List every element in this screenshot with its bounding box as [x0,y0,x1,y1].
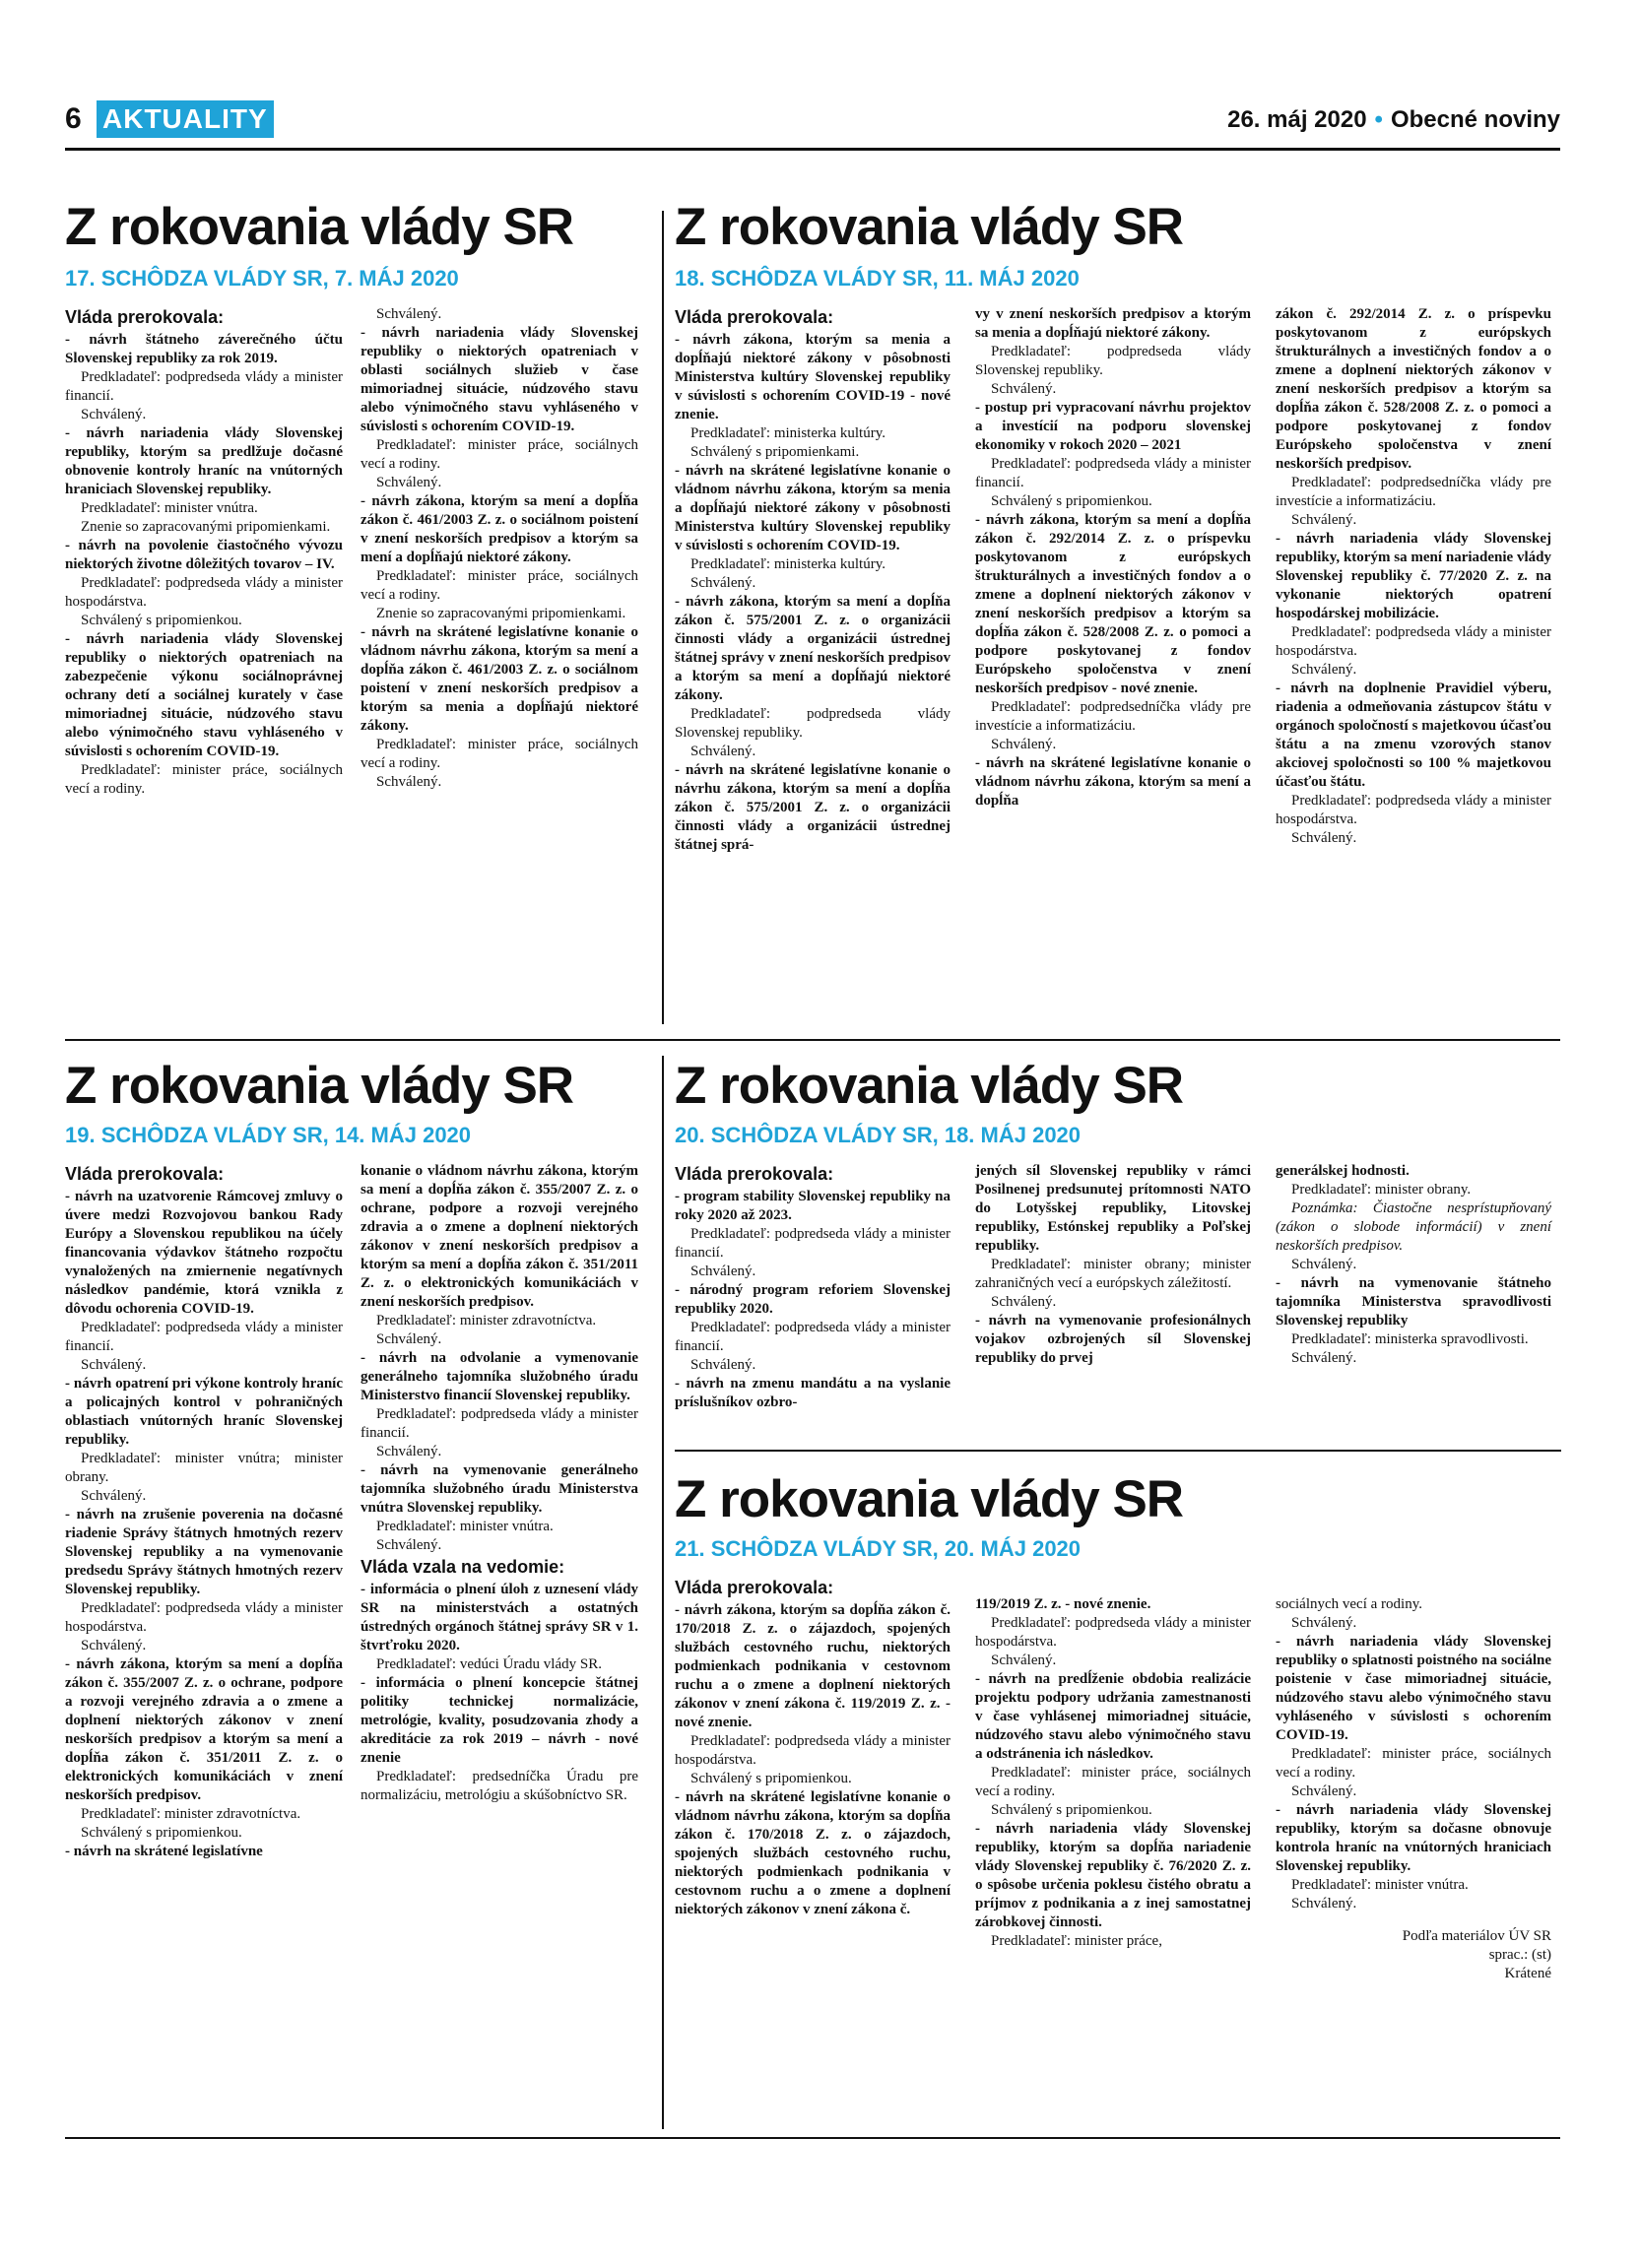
agenda-item: konanie o vládnom návrhu zákona, ktorým sa mení a dopĺňa zákon č. 355/2007 Z. z. o ochrane, podpore a rozvoji verejného zdravia a o zmene a doplnení niektorých zákonov v znení neskorších predpisov a ktorým sa mení a dopĺňa zákon č. 351/2011 Z. z. o elektronických komunikáciách v znení neskorších predpisov. [361,1163,638,1310]
item-detail: Predkladateľ: minister práce, [991,1933,1162,1949]
item-detail: Predkladateľ: minister zdravotníctva. [81,1806,301,1822]
item-detail: Predkladateľ: podpredseda vlády a minister hospodárstva. [975,1615,1251,1650]
article-20-schodza [675,1056,1561,1440]
item-detail: Predkladateľ: podpredseda vlády a minister financií. [675,1226,951,1261]
item-detail: Predkladateľ: minister práce, sociálnych vecí a rodiny. [361,568,638,603]
item-detail: Predkladateľ: minister vnútra. [376,1519,554,1534]
agenda-item: - návrh nariadenia vlády Slovenskej republiky, ktorým sa dopĺňa nariadenie vlády Slovenskej republiky č. 76/2020 Z. z. o spôsobe určenia poklesu čistého obratu a príjmov z podnikania a z inej samostatnej zárobkovej činnosti. [975,1821,1251,1930]
column-divider [662,211,664,1024]
article-column [361,305,638,792]
agenda-item: - návrh na skrátené legislatívne [65,1844,263,1859]
article-subtitle: 21. SCHÔDZA VLÁDY SR, 20. MÁJ 2020 [675,1536,1082,1561]
article-title: Z rokovania vlády SR [65,198,574,256]
item-detail: Schválený. [991,1652,1057,1668]
item-detail: Schválený. [1291,1257,1357,1272]
agenda-item: - informácia o plnení koncepcie štátnej politiky technickej normalizácie, metrológie, kvality, posudzovania zhody a akreditácie za rok 2019 – návrh - nové znenie [361,1675,638,1766]
item-detail: Schválený. [376,774,442,790]
article-column [65,305,343,799]
separator-dot: • [1374,106,1383,133]
article-subtitle: 18. SCHÔDZA VLÁDY SR, 11. MÁJ 2020 [675,266,1080,291]
item-detail: Schválený. [81,1638,147,1653]
agenda-item: - návrh na uzatvorenie Rámcovej zmluvy o úvere medzi Rozvojovou bankou Rady Európy a Slovenskou republikou na účely financovania výdavkov štátneho rozpočtu vynaložených na zmiernenie negatívnych následkov pandémie, ktorá vznikla z dôvodu ochorenia COVID-19. [65,1189,343,1317]
item-detail: Schválený s pripomienkou. [81,1825,242,1841]
agenda-item: - návrh zákona, ktorým sa mení a dopĺňa zákon č. 461/2003 Z. z. o sociálnom poistení v znení neskorších predpisov a ktorým sa mení a dopĺňajú niektoré zákony. [361,493,638,565]
item-detail: Predkladateľ: minister zdravotníctva. [376,1313,597,1328]
article-subtitle: 19. SCHÔDZA VLÁDY SR, 14. MÁJ 2020 [65,1123,472,1147]
agenda-item: - návrh nariadenia vlády Slovenskej republiky o splatnosti poistného na sociálne poistenie v čase mimoriadnej situácie, núdzového stavu alebo výnimočného stavu vyhláseného v súvislosti s ochorením COVID-19. [1276,1634,1551,1743]
agenda-item: - návrh na povolenie čiastočného vývozu niektorých životne dôležitých tovarov – IV. [65,538,343,572]
article-column [975,1595,1251,1951]
agenda-item: - národný program reforiem Slovenskej republiky 2020. [675,1282,951,1317]
source-credit: Podľa materiálov ÚV SR [1402,1928,1551,1944]
agenda-item: - návrh na skrátené legislatívne konanie o vládnom návrhu zákona, ktorým sa menia a dopĺňajú niektoré zákony v pôsobnosti Ministerstva kultúry Slovenskej republiky v súvislosti s ochorením COVID-19. [675,463,951,553]
agenda-item: - postup pri vypracovaní návrhu projektov a investícií na podporu slovenskej ekonomiky v rokoch 2020 – 2021 [975,400,1251,453]
item-detail: Schválený s pripomienkami. [690,444,860,460]
item-detail: Predkladateľ: minister práce, sociálnych vecí a rodiny. [361,737,638,771]
item-detail: Predkladateľ: vedúci Úradu vlády SR. [376,1656,602,1672]
item-detail: Predkladateľ: minister práce, sociálnych vecí a rodiny. [975,1765,1251,1799]
item-detail: Schválený. [81,1357,147,1373]
item-detail: Predkladateľ: predsedníčka Úradu pre normalizáciu, metrológiu a skúšobníctvo SR. [361,1769,638,1803]
agenda-item: - návrh zákona, ktorým sa mení a dopĺňa zákon č. 575/2001 Z. z. o organizácii činnosti vlády a organizácii ústrednej štátnej správy v znení neskorších predpisov a ktorým sa mení a dopĺňajú niektoré zákony. [675,594,951,703]
agenda-item: jených síl Slovenskej republiky v rámci Posilnenej predsunutej prítomnosti NATO do Lotyšskej republiky, Litovskej republiky, Estónskej republiky a Poľskej republiky. [975,1163,1251,1254]
item-detail: Schválený. [1291,830,1357,846]
agenda-item: - návrh nariadenia vlády Slovenskej republiky o niektorých opatreniach v oblasti sociálnych služieb v čase mimoriadnej situácie, núdzového stavu alebo výnimočného stavu vyhláseného v súvislosti s ochorením COVID-19. [361,325,638,434]
article-title: Z rokovania vlády SR [65,1057,574,1115]
item-detail: Schválený. [991,381,1057,397]
item-detail: Znenie so zapracovanými pripomienkami. [81,519,331,535]
item-detail: Predkladateľ: podpredseda vlády a minister financií. [361,1406,638,1441]
agenda-item: - návrh na skrátené legislatívne konanie o vládnom návrhu zákona, ktorým sa mení a dopĺňa zákon č. 461/2003 Z. z. o sociálnom poistení v znení neskorších predpisov a ktorým sa menia a dopĺňajú niektoré zákony. [361,624,638,734]
item-detail: Schválený. [991,737,1057,752]
section-label-heading: Vláda prerokovala: [65,307,225,327]
item-detail: Schválený s pripomienkou. [991,1802,1152,1818]
item-detail: sociálnych vecí a rodiny. [1276,1596,1422,1612]
page-header [65,100,1560,144]
page-number: 6 [65,102,82,135]
agenda-item: - návrh zákona, ktorým sa dopĺňa zákon č. 170/2018 Z. z. o zájazdoch, spojených službách cestovného ruchu, niektorých podmienkach podnikania v cestovnom ruchu a o zmene a doplnení niektorých zákonov v znení zákona č. 119/2019 Z. z. - nové znenie. [675,1602,951,1730]
article-title: Z rokovania vlády SR [675,1470,1184,1528]
item-note: Poznámka: Čiastočne nesprístupňovaný (zákon o slobode informácií) v znení neskorších predpisov. [1276,1200,1551,1254]
item-detail: Predkladateľ: podpredseda vlády a minister hospodárstva. [1276,793,1551,827]
item-detail: Schválený. [1291,1783,1357,1799]
item-detail: Predkladateľ: podpredseda vlády Slovenskej republiky. [975,344,1251,378]
source-credit: sprac.: (st) [1488,1947,1551,1963]
item-detail: Schválený. [690,575,756,591]
item-detail: Predkladateľ: podpredsedníčka vlády pre investície a informatizáciu. [1276,475,1551,509]
item-detail: Predkladateľ: minister obrany. [1291,1182,1472,1198]
item-detail: Predkladateľ: ministerka spravodlivosti. [1291,1331,1529,1347]
item-detail: Predkladateľ: podpredseda vlády a minister financií. [65,369,343,404]
agenda-item: - návrh na vymenovanie profesionálnych vojakov ozbrojených síl Slovenskej republiky do prvej [975,1313,1251,1366]
article-title: Z rokovania vlády SR [675,198,1184,256]
source-credit: Krátené [1504,1966,1551,1981]
agenda-item: - návrh na doplnenie Pravidiel výberu, riadenia a odmeňovania zástupcov štátu v orgánoch spoločností s majetkovou účasťou štátu a na zmenu vzorových stanov akciovej spoločnosti so 100 % majetkovou účasťou štátu. [1276,680,1551,790]
section-label: AKTUALITY [97,100,274,138]
agenda-item: - návrh zákona, ktorým sa menia a dopĺňajú niektoré zákony v pôsobnosti Ministerstva kultúry Slovenskej republiky v súvislosti s ochorením COVID-19 - nové znenie. [675,332,951,422]
agenda-item: - návrh na skrátené legislatívne konanie o vládnom návrhu zákona, ktorým sa mení a dopĺňa [975,755,1251,809]
item-detail: Schválený. [376,306,442,322]
article-column [675,1162,951,1412]
item-detail: Schválený. [690,1264,756,1279]
article-column [361,1162,638,1805]
item-detail: Predkladateľ: minister práce, sociálnych vecí a rodiny. [1276,1746,1551,1781]
article-17-schodza [65,197,656,1024]
agenda-item: - návrh štátneho záverečného účtu Slovenskej republiky za rok 2019. [65,332,343,366]
item-detail: Predkladateľ: podpredseda vlády a minister financií. [65,1320,343,1354]
article-column [675,305,951,855]
item-detail: Schválený. [1291,1896,1357,1912]
item-detail: Predkladateľ: podpredseda vlády a minister financií. [975,456,1251,490]
agenda-item: zákon č. 292/2014 Z. z. o príspevku poskytovanom z európskych štrukturálnych a investičných fondov a o zmene a doplnení niektorých zákonov v znení neskorších predpisov a ktorým sa dopĺňa zákon č. 528/2008 Z. z. o pomoci a podpore poskytovanej z fondov Európskeho spoločenstva v znení neskorších predpisov. [1276,306,1551,472]
item-detail: Schválený. [1291,1350,1357,1366]
item-detail: Schválený s pripomienkou. [81,613,242,628]
item-detail: Schválený. [376,1444,442,1459]
issue-date: 26. máj 2020 [1227,106,1367,133]
header-rule [65,148,1560,151]
item-detail: Schválený. [376,1537,442,1553]
agenda-item: - program stability Slovenskej republiky na roky 2020 až 2023. [675,1189,951,1223]
item-detail: Predkladateľ: minister obrany; minister zahraničných vecí a európskych záležitostí. [975,1257,1251,1291]
agenda-item: - návrh nariadenia vlády Slovenskej republiky, ktorým sa mení nariadenie vlády Slovenskej republiky č. 77/2020 Z. z. na vykonanie niektorých opatrení hospodárskej mobilizácie. [1276,531,1551,621]
section-label-heading: Vláda prerokovala: [675,307,834,327]
item-detail: Schválený. [690,744,756,759]
item-detail: Predkladateľ: podpredseda vlády a minister hospodárstva. [675,1733,951,1768]
agenda-item: - návrh nariadenia vlády Slovenskej republiky, ktorým sa dočasne obnovuje kontrola hraníc na vnútorných hraniciach Slovenskej republiky. [1276,1802,1551,1874]
item-detail: Predkladateľ: podpredseda vlády a minister hospodárstva. [65,1600,343,1635]
item-detail: Znenie so zapracovanými pripomienkami. [376,606,626,621]
section-label-heading: Vláda prerokovala: [675,1164,834,1184]
item-detail: Predkladateľ: podpredseda vlády a minister hospodárstva. [65,575,343,610]
agenda-item: - návrh na odvolanie a vymenovanie generálneho tajomníka služobného úradu Ministerstvo financií Slovenskej republiky. [361,1350,638,1403]
publication-name: Obecné noviny [1390,106,1560,133]
article-column [975,305,1251,810]
item-detail: Predkladateľ: podpredseda vlády a minister hospodárstva. [1276,624,1551,659]
section-label-heading: Vláda prerokovala: [65,1164,225,1184]
article-column [1276,1162,1551,1368]
agenda-item: - návrh na vymenovanie štátneho tajomníka Ministerstva spravodlivosti Slovenskej republiky [1276,1275,1551,1328]
item-detail: Predkladateľ: minister práce, sociálnych vecí a rodiny. [65,762,343,797]
article-18-schodza [675,197,1561,1024]
article-title: Z rokovania vlády SR [675,1057,1184,1115]
item-detail: Predkladateľ: ministerka kultúry. [690,556,886,572]
item-detail: Predkladateľ: minister vnútra. [81,500,258,516]
footer-rule [65,2137,1560,2139]
item-detail: Schválený. [81,1488,147,1504]
article-column [1276,1595,1551,1983]
agenda-item: - informácia o plnení úloh z uznesení vlády SR na ministerstvách a ostatných ústredných orgánoch štátnej správy SR v 1. štvrťroku 2020. [361,1582,638,1653]
item-detail: Schválený. [1291,1615,1357,1631]
column-divider [662,1056,664,2129]
agenda-item: - návrh na skrátené legislatívne konanie o návrhu zákona, ktorým sa mení a dopĺňa zákon č. 575/2001 Z. z. o organizácii činnosti vlády a organizácii ústrednej štátnej sprá- [675,762,951,853]
agenda-item: - návrh na skrátené legislatívne konanie o vládnom návrhu zákona, ktorým sa dopĺňa zákon č. 170/2018 Z. z. o zájazdoch, spojených službách cestovného ruchu, niektorých podmienkach podnikania v cestovnom ruchu a o zmene a doplnení niektorých zákonov v znení zákona č. [675,1789,951,1917]
item-detail: Schválený s pripomienkou. [991,493,1152,509]
spacer [1276,1913,1551,1927]
article-21-schodza [675,1469,1561,2129]
item-detail: Schválený. [81,407,147,422]
item-detail: Predkladateľ: minister práce, sociálnych vecí a rodiny. [361,437,638,472]
article-column [975,1162,1251,1368]
article-column [1276,305,1551,848]
article-column [675,1576,951,1919]
agenda-item: - návrh nariadenia vlády Slovenskej republiky, ktorým sa predlžuje dočasné obnovenie kontroly hraníc na vnútorných hraniciach Slovenskej republiky. [65,425,343,497]
agenda-item: generálskej hodnosti. [1276,1163,1410,1179]
item-detail: Predkladateľ: ministerka kultúry. [690,425,886,441]
header-dateline [1227,106,1560,134]
agenda-item: - návrh na vymenovanie generálneho tajomníka služobného úradu Ministerstva vnútra Slovenskej republiky. [361,1462,638,1516]
item-detail: Predkladateľ: podpredseda vlády a minister financií. [675,1320,951,1354]
agenda-item: vy v znení neskorších predpisov a ktorým sa menia a dopĺňajú niektoré zákony. [975,306,1251,341]
item-detail: Schválený. [690,1357,756,1373]
item-detail: Predkladateľ: podpredsedníčka vlády pre investície a informatizáciu. [975,699,1251,734]
item-detail: Schválený. [1291,662,1357,678]
agenda-item: - návrh nariadenia vlády Slovenskej republiky o niektorých opatreniach na zabezpečenie výkonu sociálnoprávnej ochrany detí a sociálnej kurately v čase mimoriadnej situácie, núdzového stavu alebo výnimočného stavu vyhláseného v súvislosti s ochorením COVID-19. [65,631,343,759]
agenda-item: - návrh na zmenu mandátu a na vyslanie príslušníkov ozbro- [675,1376,951,1410]
agenda-item: - návrh opatrení pri výkone kontroly hraníc a policajných kontrol v pohraničných oblastiach vnútorných hraníc Slovenskej republiky. [65,1376,343,1448]
item-detail: Predkladateľ: podpredseda vlády Slovenskej republiky. [675,706,951,741]
item-detail: Schválený. [376,475,442,490]
item-detail: Predkladateľ: minister vnútra. [1291,1877,1469,1893]
article-subtitle: 20. SCHÔDZA VLÁDY SR, 18. MÁJ 2020 [675,1123,1082,1147]
agenda-item: - návrh zákona, ktorým sa mení a dopĺňa zákon č. 355/2007 Z. z. o ochrane, podpore a rozvoji verejného zdravia a o zmene a doplnení niektorých zákonov v znení neskorších predpisov a ktorým sa mení a dopĺňa zákon č. 351/2011 Z. z. o elektronických komunikáciách v znení neskorších predpisov. [65,1656,343,1803]
section-label-heading: Vláda prerokovala: [675,1578,834,1597]
item-detail: Schválený. [991,1294,1057,1310]
section-rule [65,1039,1560,1041]
agenda-item: - návrh na predĺženie obdobia realizácie projektu podpory udržania zamestnanosti v čase vyhlásenej mimoriadnej situácie, núdzového stavu alebo výnimočného stavu a odstránenia ich následkov. [975,1671,1251,1762]
item-detail: Predkladateľ: minister vnútra; minister obrany. [65,1451,343,1485]
item-detail: Schválený s pripomienkou. [690,1771,852,1786]
article-subtitle: 17. SCHÔDZA VLÁDY SR, 7. MÁJ 2020 [65,266,459,291]
item-detail: Schválený. [1291,512,1357,528]
section-label-heading: Vláda vzala na vedomie: [361,1557,565,1577]
item-detail: Schválený. [376,1331,442,1347]
section-rule [675,1450,1561,1452]
agenda-item: - návrh na zrušenie poverenia na dočasné riadenie Správy štátnych hmotných rezerv Slovenskej republiky a na vymenovanie predsedu Správy štátnych hmotných rezerv Slovenskej republiky. [65,1507,343,1597]
article-column [65,1162,343,1861]
agenda-item: - návrh zákona, ktorým sa mení a dopĺňa zákon č. 292/2014 Z. z. o príspevku poskytovanom z európskych štrukturálnych a investičných fondov a o zmene a doplnení niektorých zákonov v znení neskorších predpisov a ktorým sa dopĺňa zákon č. 528/2008 Z. z. o pomoci a podpore poskytovanej z fondov Európskeho spoločenstva v znení neskorších predpisov - nové znenie. [975,512,1251,696]
article-19-schodza [65,1056,656,2129]
agenda-item: 119/2019 Z. z. - nové znenie. [975,1596,1151,1612]
